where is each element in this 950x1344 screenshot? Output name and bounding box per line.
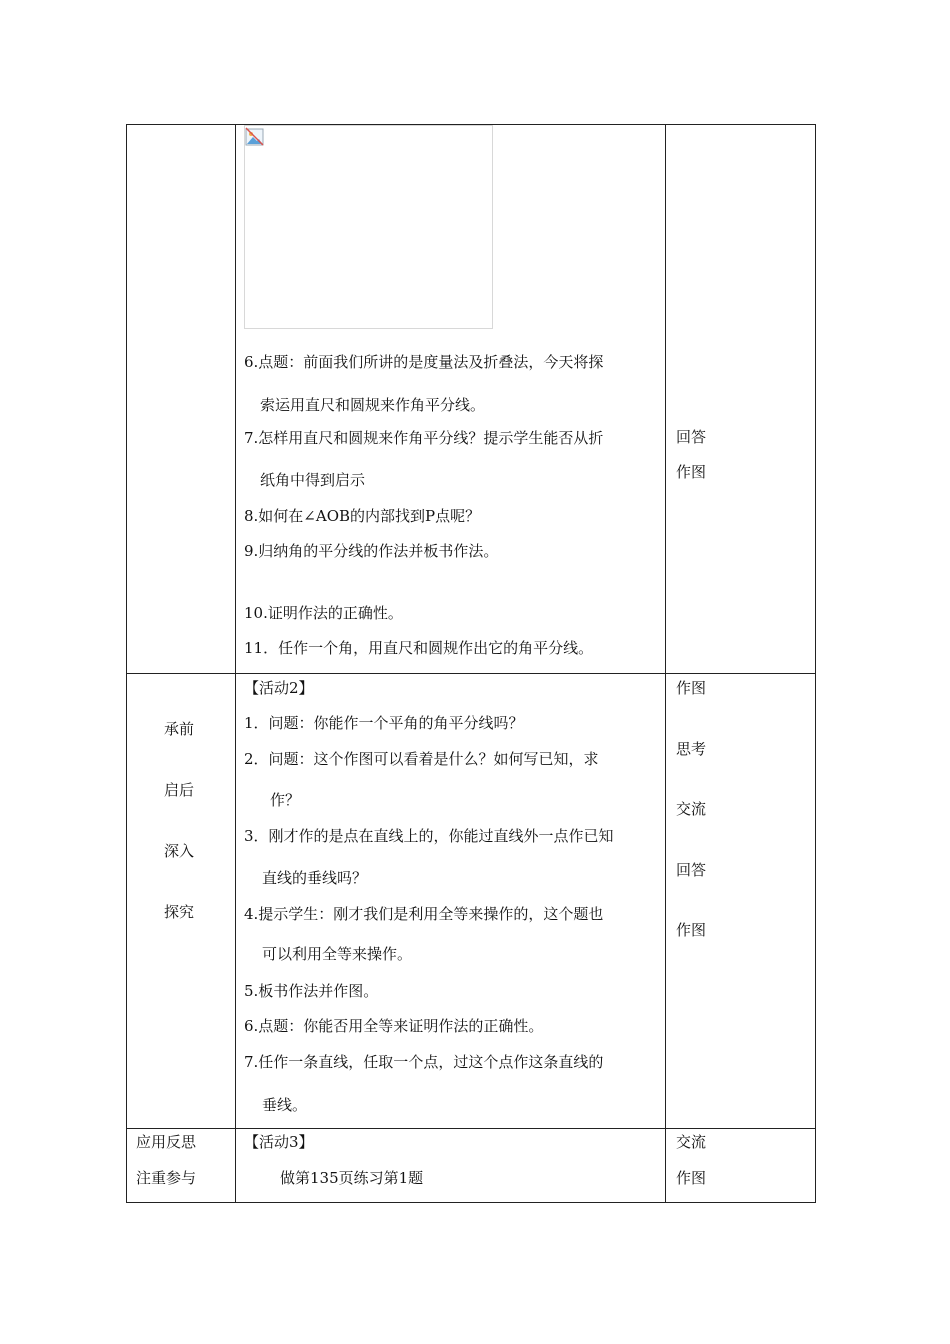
- row2-student-activity: 作图: [676, 679, 707, 697]
- row1-item: 索运用直尺和圆规来作角平分线。: [260, 396, 486, 414]
- row1-student-activity: 作图: [676, 463, 707, 481]
- row2-item: 5.板书作法并作图。: [244, 982, 379, 1000]
- row2-item: 作？: [270, 791, 301, 809]
- row3-content: 做第135页练习第1题: [280, 1169, 424, 1187]
- row2-stage-label: 深入: [164, 842, 195, 860]
- row2-stage-label: 承前: [164, 720, 195, 738]
- table-col2-border: [665, 124, 666, 1203]
- table-left-border: [126, 124, 127, 1203]
- row2-item: 6.点题：你能否用全等来证明作法的正确性。: [244, 1017, 544, 1035]
- row2-stage-label: 启后: [164, 781, 195, 799]
- row1-item: 10.证明作法的正确性。: [244, 604, 403, 622]
- row3-student-activity: 作图: [676, 1169, 707, 1187]
- row2-student-activity: 作图: [676, 921, 707, 939]
- row2-item: 垂线。: [262, 1096, 308, 1114]
- table-col1-border: [235, 124, 236, 1203]
- row2-student-activity: 思考: [676, 740, 707, 758]
- row2-stage-label: 探究: [164, 903, 195, 921]
- row2-item: 1．问题：你能作一个平角的角平分线吗？: [244, 714, 524, 732]
- row1-student-activity: 回答: [676, 428, 707, 446]
- image-placeholder: [244, 125, 493, 329]
- row2-item: 2．问题：这个作图可以看着是什么？如何写已知，求: [244, 750, 599, 768]
- row1-item: 9.归纳角的平分线的作法并板书作法。: [244, 542, 499, 560]
- table-row3-border: [126, 1128, 816, 1129]
- row2-student-activity: 交流: [676, 800, 707, 818]
- row2-item: 4.提示学生：刚才我们是利用全等来操作的，这个题也: [244, 905, 604, 923]
- row1-item: 6.点题：前面我们所讲的是度量法及折叠法，今天将探: [244, 353, 604, 371]
- row3-stage-label: 应用反思: [136, 1133, 197, 1151]
- row3-student-activity: 交流: [676, 1133, 707, 1151]
- row1-item: 纸角中得到启示: [260, 471, 366, 489]
- row2-activity-title: 【活动2】: [244, 679, 314, 697]
- row2-item: 7.任作一条直线，任取一个点，过这个点作这条直线的: [244, 1053, 604, 1071]
- row2-item: 直线的垂线吗？: [262, 869, 368, 887]
- row1-item: 8.如何在∠AOB的内部找到P点呢？: [244, 507, 481, 525]
- table-right-border: [815, 124, 816, 1203]
- row3-activity-title: 【活动3】: [244, 1133, 314, 1151]
- row1-item: 11．任作一个角，用直尺和圆规作出它的角平分线。: [244, 639, 594, 657]
- broken-image-icon: [245, 126, 265, 146]
- row2-item: 3．刚才作的是点在直线上的，你能过直线外一点作已知: [244, 827, 614, 845]
- table-bottom-border: [126, 1202, 816, 1203]
- row3-stage-label: 注重参与: [136, 1169, 197, 1187]
- table-row2-border: [126, 673, 816, 674]
- row1-item: 7.怎样用直尺和圆规来作角平分线？提示学生能否从折: [244, 429, 604, 447]
- row2-student-activity: 回答: [676, 861, 707, 879]
- row2-item: 可以利用全等来操作。: [262, 945, 413, 963]
